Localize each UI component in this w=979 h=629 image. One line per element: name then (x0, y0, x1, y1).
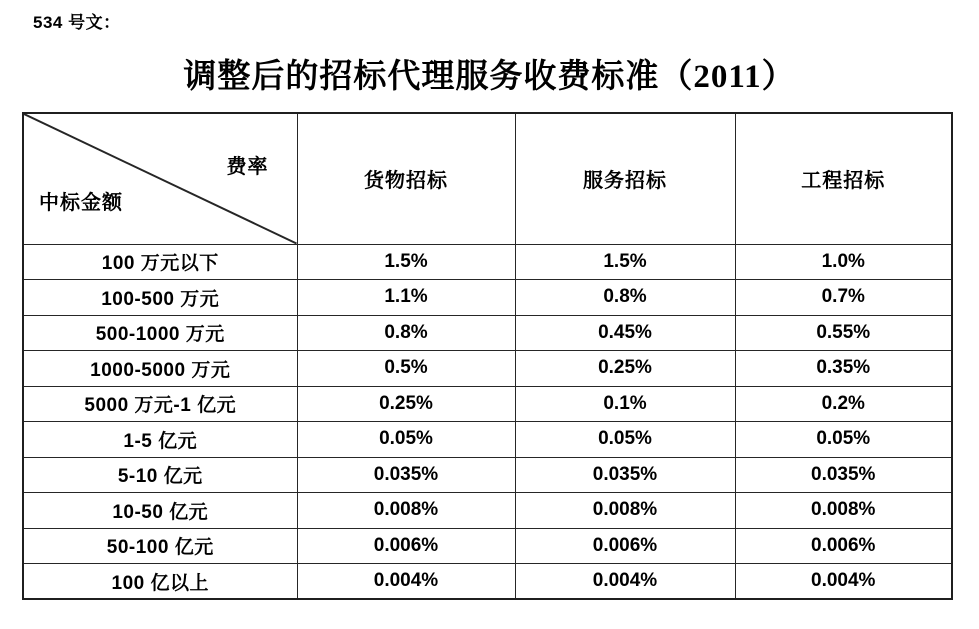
rate-cell: 0.8% (515, 280, 735, 316)
rate-cell: 0.008% (735, 493, 952, 529)
table-header-row (23, 113, 952, 244)
row-label-cell: 1000-5000 万元 (23, 351, 297, 387)
doc-number-label: 534 号文： (33, 13, 121, 32)
table-row (23, 280, 952, 316)
table-row (23, 528, 952, 564)
rate-cell: 0.05% (515, 422, 735, 458)
column-header-engineering: 工程招标 (735, 113, 952, 244)
row-label-cell: 10-50 亿元 (23, 493, 297, 529)
row-label-cell: 500-1000 万元 (23, 315, 297, 351)
row-label-cell: 50-100 亿元 (23, 528, 297, 564)
row-label-cell: 5000 万元-1 亿元 (23, 386, 297, 422)
rate-cell: 0.006% (297, 528, 515, 564)
rate-cell: 0.006% (515, 528, 735, 564)
rate-cell: 0.7% (735, 280, 952, 316)
rate-cell: 1.5% (515, 244, 735, 280)
table-row (23, 351, 952, 387)
row-label-cell: 100 亿以上 (23, 564, 297, 600)
corner-label-amount: 中标金额 (39, 192, 123, 214)
rate-cell: 0.2% (735, 386, 952, 422)
fee-table (22, 112, 953, 600)
table-row (23, 386, 952, 422)
column-header-service: 服务招标 (515, 113, 735, 244)
table-row (23, 422, 952, 458)
corner-header-cell (23, 113, 297, 244)
table-row (23, 457, 952, 493)
rate-cell: 0.004% (515, 564, 735, 600)
row-label-cell: 1-5 亿元 (23, 422, 297, 458)
rate-cell: 0.006% (735, 528, 952, 564)
row-label-cell: 100 万元以下 (23, 244, 297, 280)
row-label-cell: 100-500 万元 (23, 280, 297, 316)
table-row (23, 244, 952, 280)
rate-cell: 0.008% (297, 493, 515, 529)
rate-cell: 0.05% (297, 422, 515, 458)
rate-cell: 0.35% (735, 351, 952, 387)
rate-cell: 0.5% (297, 351, 515, 387)
rate-cell: 0.008% (515, 493, 735, 529)
fee-table-body (23, 244, 952, 599)
table-row (23, 315, 952, 351)
rate-cell: 1.0% (735, 244, 952, 280)
rate-cell: 0.55% (735, 315, 952, 351)
rate-cell: 0.035% (735, 457, 952, 493)
rate-cell: 0.25% (297, 386, 515, 422)
page-title: 调整后的招标代理服务收费标准（2011） (183, 59, 796, 95)
rate-cell: 0.45% (515, 315, 735, 351)
row-label-cell: 5-10 亿元 (23, 457, 297, 493)
rate-cell: 1.1% (297, 280, 515, 316)
rate-cell: 0.004% (735, 564, 952, 600)
corner-label-rate: 费率 (226, 156, 269, 178)
rate-cell: 0.1% (515, 386, 735, 422)
table-row (23, 493, 952, 529)
column-header-goods: 货物招标 (297, 113, 515, 244)
rate-cell: 0.05% (735, 422, 952, 458)
rate-cell: 1.5% (297, 244, 515, 280)
rate-cell: 0.035% (515, 457, 735, 493)
rate-cell: 0.004% (297, 564, 515, 600)
rate-cell: 0.035% (297, 457, 515, 493)
rate-cell: 0.8% (297, 315, 515, 351)
table-row (23, 564, 952, 600)
rate-cell: 0.25% (515, 351, 735, 387)
